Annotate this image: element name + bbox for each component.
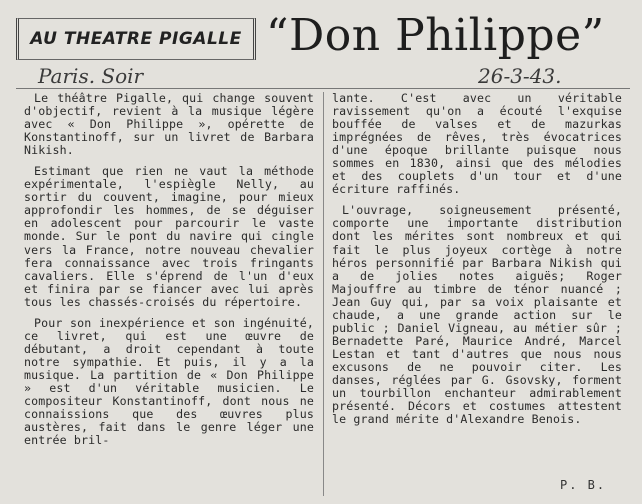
section-header-box: [16, 18, 256, 60]
header-rule: [16, 88, 630, 89]
column-divider: [323, 92, 324, 496]
handwritten-date: 26-3-43.: [478, 64, 562, 88]
article-column-right: [332, 92, 622, 434]
paragraph: Le théâtre Pigalle, qui change souvent d'objectif, revient à la musique légère avec « Don Philippe », opérette de Konstantinoff, sur un livret de Barbara Nikish.: [24, 91, 314, 158]
paragraph: Pour son inexpérience et son ingénuité, ce livret, qui est une œuvre de débutant, a droit cependant à toute notre sympathie. Et puis, il y a la musique. La partition de « Don Philippe » est d'un véritable musicien. Le compositeur Konstantinoff, dont nous ne connaissions que des œuvres plus austères, fait dans le genre léger une entrée bril-: [24, 315, 314, 448]
article-column-left: [24, 92, 314, 455]
author-signature: P. B.: [560, 478, 607, 492]
article-title: “Don Philippe”: [266, 10, 605, 61]
section-label: AU THEATRE PIGALLE: [30, 29, 242, 49]
paragraph: Estimant que rien ne vaut la méthode expérimentale, l'espiègle Nelly, au sortir du couvent, imagine, pour mieux approfondir les hommes, de se déguiser en adolescent pour parcourir le vaste monde. Sur le pont du navire qui cingle vers la France, notre nouveau chevalier fera connaissance avec trois fringants cavaliers. Elle s'éprend de l'un d'eux et finira par se fiancer avec lui après tous les chassés-croisés du répertoire.: [24, 164, 314, 309]
handwritten-source: Paris. Soir: [38, 64, 144, 88]
paragraph: L'ouvrage, soigneusement présenté, comporte une importante distribution dont les mérites sont nombreux et qui fait le plus joyeux cortège à notre héros personnifié par Barbara Nikish qui a de jolies notes aiguës; Roger Majouffre au timbre de ténor nuancé ; Jean Guy qui, par sa voix plaisante et chaude, a une grande action sur le public ; Daniel Vigneau, au métier sûr ; Bernadette Paré, Maurice André, Marcel Lestan et tant d'autres que nous nous excusons de ne pouvoir citer. Les danses, réglées par G. Gsovsky, forment un tourbillon enchanteur admirablement présenté. Décors et costumes attestent le grand mérite d'Alexandre Benois.: [332, 203, 622, 427]
paragraph: lante. C'est avec un véritable ravissement qu'on a écouté l'exquise bouffée de valses et de mazurkas imprégnées de rêves, très évocatrices d'une époque brillante puisque nous sommes en 1830, ainsi que des mélodies et des couplets d'un tour et d'une écriture raffinés.: [332, 91, 622, 197]
